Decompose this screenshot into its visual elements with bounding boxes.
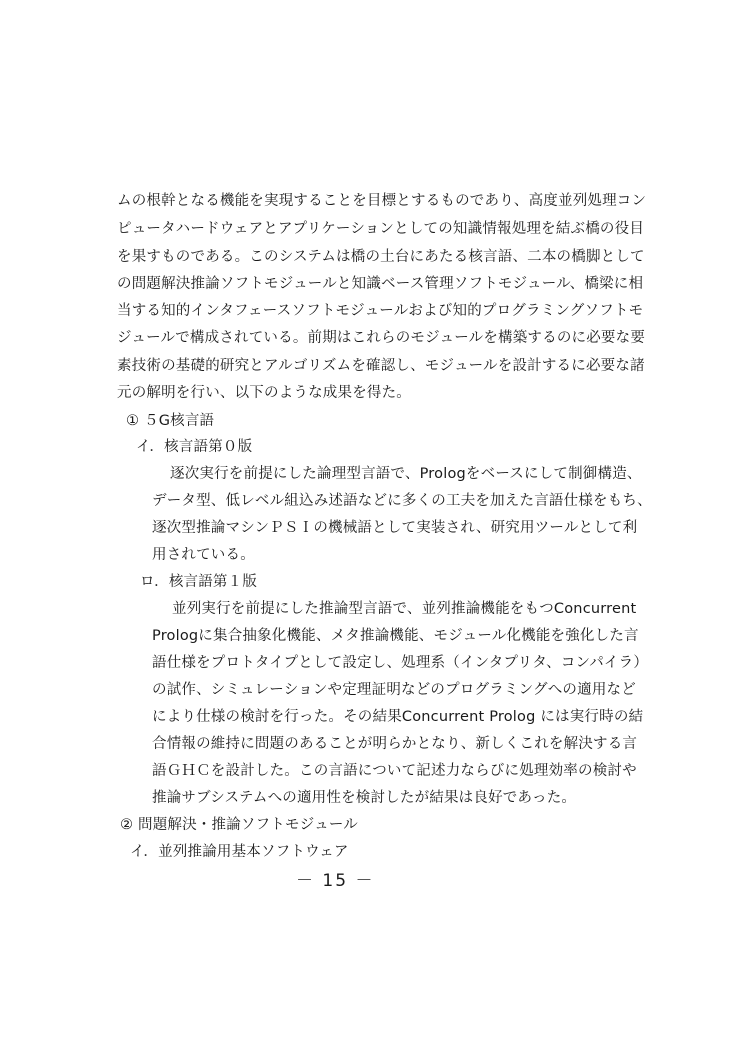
intro-line-8: 元の解明を行い、以下のような成果を得た。	[117, 385, 411, 401]
intro-line-4: の問題解決推論ソフトモジュールと知識ベース管理ソフトモジュール、橋梁に相	[117, 276, 644, 292]
subsection-b-heading: ロ．核言語第１版	[140, 574, 258, 590]
subsection-b-line-6: 合情報の維持に問題のあることが明らかとなり、新しくこれを解決する言	[152, 736, 638, 752]
subsection-b-line-3: 語仕様をプロトタイプとして設定し、処理系（インタプリタ、コンパイラ）	[152, 655, 649, 671]
subsection-b-line-5: により仕様の検討を行った。その結果Concurrent Prolog には実行時の結	[152, 709, 644, 725]
subsection-b-line-8: 推論サブシステムへの適用性を検討したが結果は良好であった。	[152, 790, 577, 806]
subsection-b-line-2: Prologに集合抽象化機能、メタ推論機能、モジュール化機能を強化した言	[152, 628, 639, 644]
subsection-a-heading: イ．核言語第０版	[136, 439, 253, 455]
subsection-b-line-1: 並列実行を前提にした推論型言語で、並列推論機能をもつConcurrent	[172, 601, 637, 617]
intro-line-7: 素技術の基礎的研究とアルゴリズムを確認し、モジュールを設計するに必要な諸	[117, 358, 645, 374]
subsection-a-line-1: 逐次実行を前提にした論理型言語で、Prologをベースにして制御構造、	[170, 466, 642, 482]
intro-line-6: ジュールで構成されている。前期はこれらのモジュールを構築するのに必要な要	[117, 330, 646, 346]
subsection-a-line-4: 用されている。	[152, 547, 255, 563]
subsection-b-line-4: の試作、シミュレーションや定理証明などのプログラミングへの適用など	[152, 682, 636, 698]
subsection-c-heading: イ．並列推論用基本ソフトウェア	[130, 844, 349, 860]
page-number: － 15 －	[296, 871, 375, 891]
subsection-b-line-7: 語ＧＨＣを設計した。この言語について記述力ならびに処理効率の検討や	[152, 763, 637, 779]
intro-line-3: を果すものである。このシステムは橋の土台にあたる核言語、二本の橋脚として	[117, 249, 645, 265]
intro-line-2: ピュータハードウェアとアプリケーションとしての知識情報処理を結ぶ橋の役目	[117, 221, 645, 237]
intro-line-5: 当する知的インタフェースソフトモジュールおよび知的プログラミングソフトモ	[117, 303, 644, 319]
section-2-heading: ② 問題解決・推論ソフトモジュール	[120, 817, 358, 833]
subsection-a-line-3: 逐次型推論マシンＰＳＩの機械語として実装され、研究用ツールとして利	[152, 520, 638, 536]
subsection-a-line-2: データ型、低レベル組込み述語などに多くの工夫を加えた言語仕様をもち、	[152, 493, 652, 509]
intro-line-1: ムの根幹となる機能を実現することを目標とするものであり、高度並列処理コン	[117, 193, 647, 209]
section-1-heading: ① ５G核言語	[126, 413, 215, 429]
